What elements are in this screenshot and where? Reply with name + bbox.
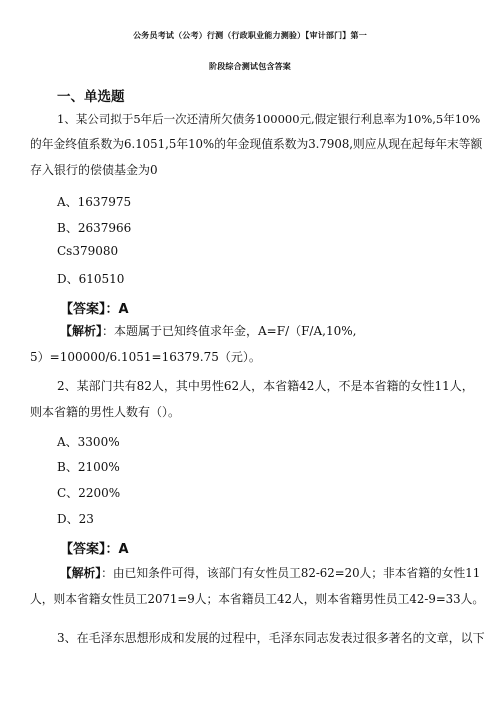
question-2-option-d: D、23 [57,512,94,526]
question-1-stem-line-3: 存入银行的偿债基金为0 [30,163,158,177]
question-2-stem-line-1: 2、某部门共有82人，其中男性62人，本省籍42人，不是本省籍的女性11人， [57,379,474,393]
question-1-stem-line-2: 的年金终值系数为6.1051,5年10%的年金现值系数为3.7908,则应从现在起每年末等额 [30,137,483,151]
document-title-line-2: 阶段综合测试包含答案 [209,62,291,71]
question-3-stem-line-1: 3、在毛泽东思想形成和发展的过程中，毛泽东同志发表过很多著名的文章，以下 [57,631,485,645]
question-2-analysis-line-2: 人，则本省籍女性员工2071=9人；本省籍员工42人，则本省籍男性员工42-9=33人。 [30,592,485,606]
question-2-answer: 【答案】：A [60,542,129,557]
question-1-answer: 【答案】：A [60,302,129,317]
question-1-option-a: A、1637975 [57,195,132,209]
question-1-option-d: D、610510 [57,272,125,286]
question-1-option-c: Cs379080 [57,244,119,258]
question-1-analysis-line-1 [60,323,356,339]
question-1-analysis-tag: 【解析】 [60,324,103,338]
question-2-analysis-line-1 [60,565,480,581]
question-2-option-b: B、2100% [57,460,120,474]
question-1-stem-line-1: 1、某公司拟于5年后一次还清所欠债务100000元,假定银行利息率为10%,5年10% [57,112,481,126]
question-2-stem-line-2: 则本省籍的男性人数有（）。 [30,405,181,419]
question-1-analysis-text: ：本题属于已知终值求年金，A=F/（F/A,10%, [102,324,357,338]
question-1-analysis-line-2: 5）=100000/6.1051=16379.75（元）。 [30,350,261,364]
question-2-analysis-text: ：由已知条件可得，该部门有女性员工82-62=20人；非本省籍的女性11 [101,566,481,580]
question-1-option-b: B、2637966 [57,221,132,235]
question-2-option-a: A、3300% [57,435,120,449]
question-2-option-c: C、2200% [57,486,121,500]
question-2-analysis-tag: 【解析】 [60,566,102,580]
document-title-line-1: 公务员考试（公考）行测（行政职业能力测验）【审计部门】第一 [133,31,367,40]
section-heading: 一、单选题 [57,89,125,105]
